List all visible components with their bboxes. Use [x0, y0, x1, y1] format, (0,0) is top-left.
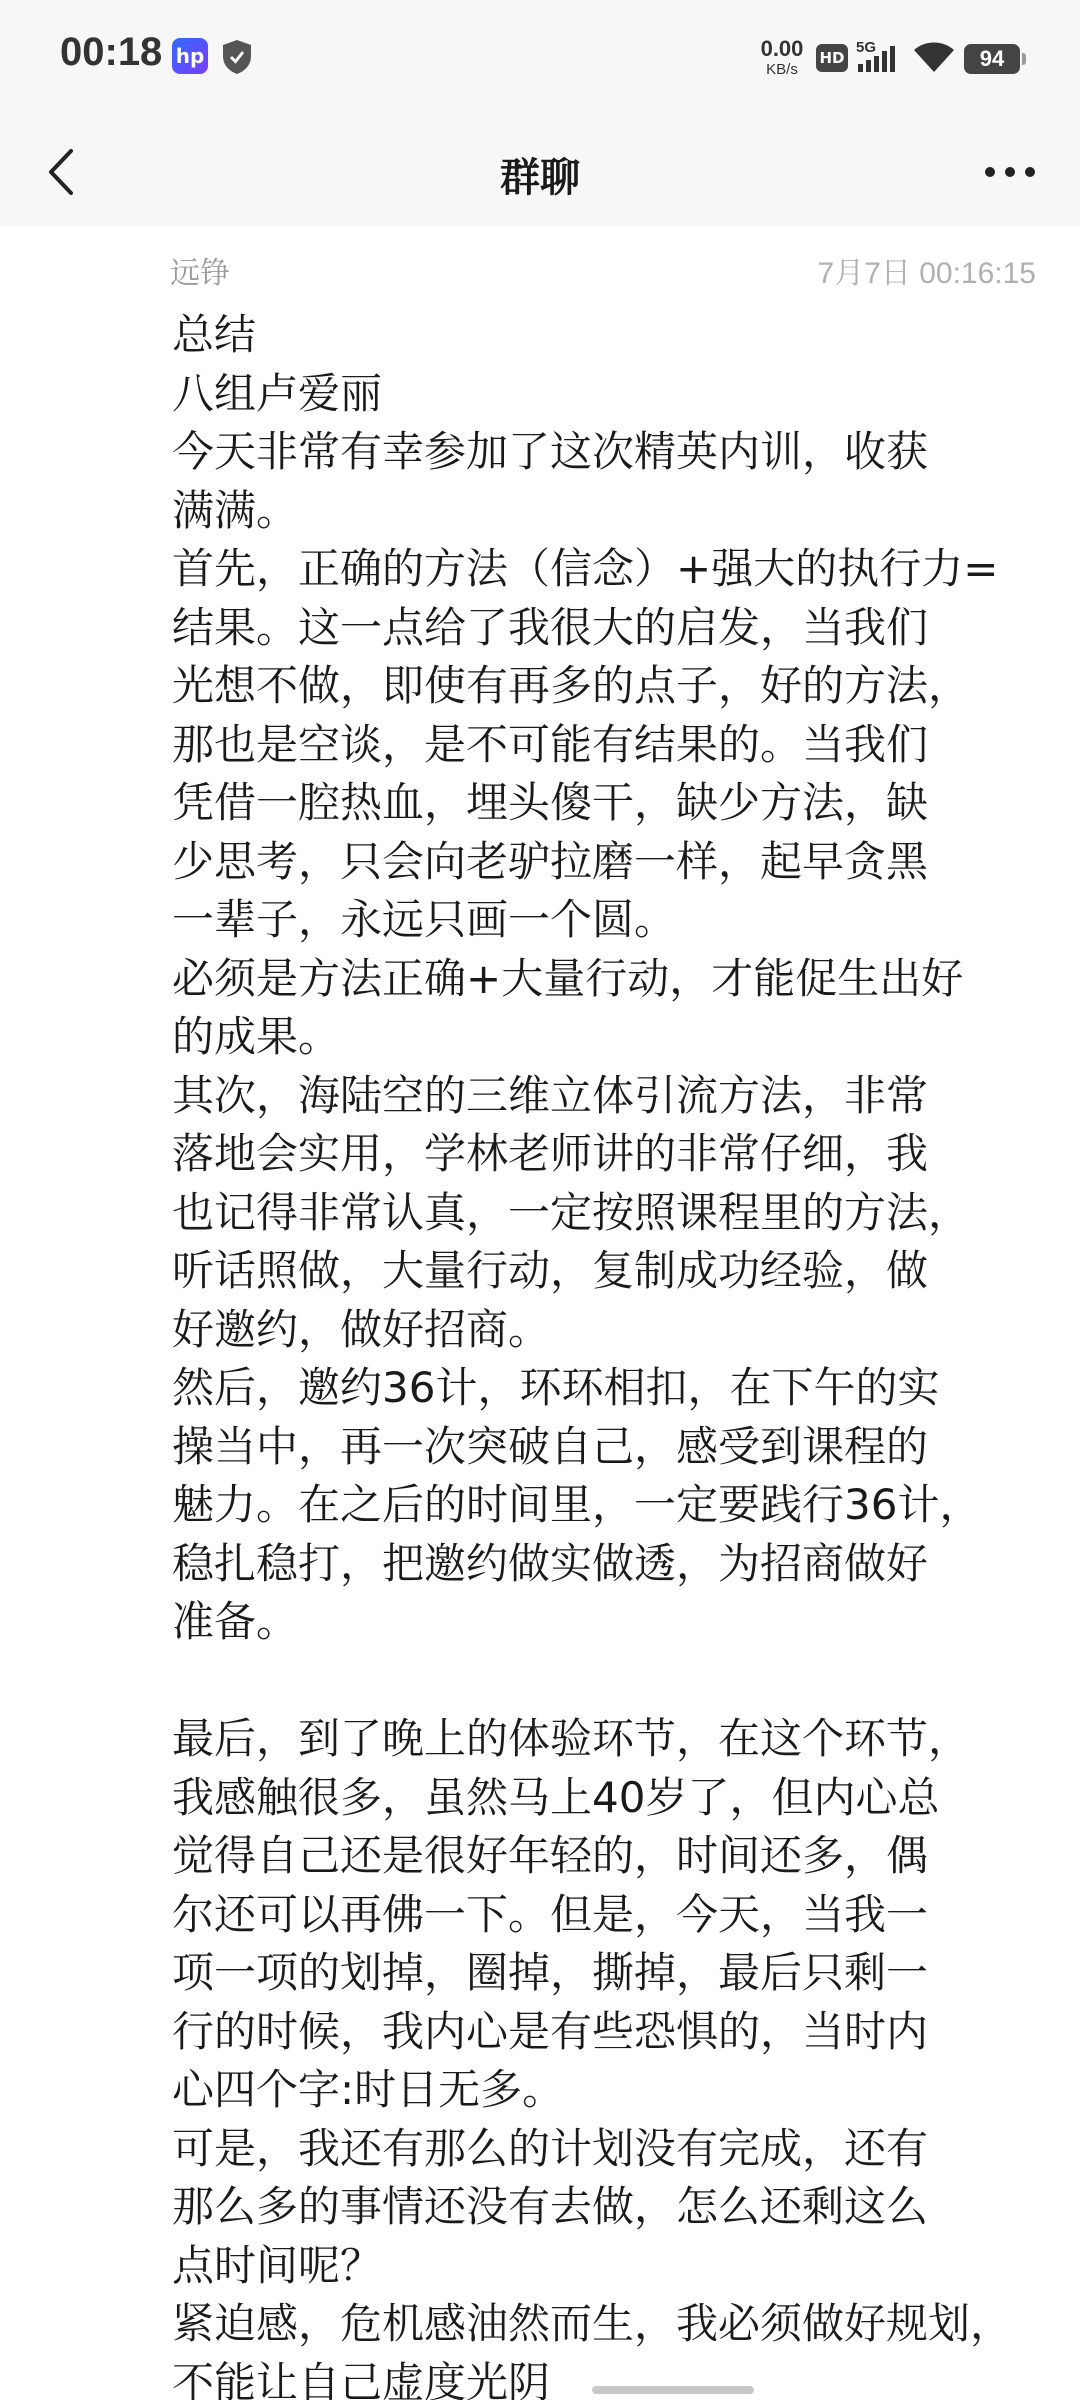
message-text[interactable] — [172, 306, 1036, 2400]
battery-icon: 94 — [964, 44, 1020, 74]
message-line: 尔还可以再佛一下。但是，今天，当我一 — [172, 1889, 929, 1939]
message-line — [172, 1652, 1036, 1711]
status-time: 00:18 — [60, 30, 163, 74]
message-line: 八组卢爱丽 — [172, 368, 383, 418]
message-line: 的成果。 — [172, 1012, 341, 1061]
message-line: 落地会实用，学林老师讲的非常仔细，我 — [172, 1129, 929, 1178]
nav-bar — [0, 118, 1080, 227]
message-line: 不能让自己虚度光阴 — [172, 2357, 551, 2400]
message-line: 那也是空谈，是不可能有结果的。当我们 — [172, 719, 929, 769]
message-header — [170, 248, 1036, 292]
message-line: 听话照做，大量行动，复制成功经验，做 — [172, 1246, 929, 1295]
message-line: 紧迫感，危机感油然而生，我必须做好规划， — [172, 2299, 1013, 2348]
message-line: 也记得非常认真，一定按照课程里的方法， — [172, 1187, 971, 1237]
message-line: 准备。 — [172, 1597, 299, 1646]
message-line: 首先，正确的方法（信念）+强大的执行力= — [172, 544, 999, 593]
message-line: 点时间呢？ — [172, 2240, 383, 2290]
status-bar — [0, 0, 1080, 118]
message-line: 其次，海陆空的三维立体引流方法，非常 — [172, 1070, 929, 1120]
message-line: 操当中，再一次突破自己，感受到课程的 — [172, 1421, 929, 1471]
message-timestamp: 7月7日 00:16:15 — [817, 257, 1036, 290]
message-item — [0, 226, 1080, 2400]
message-line: 我感触很多，虽然马上40岁了，但内心总 — [172, 1772, 940, 1822]
message-line: 必须是方法正确+大量行动，才能促生出好 — [172, 953, 964, 1003]
page-title: 群聊 — [500, 155, 580, 201]
message-line: 光想不做，即使有再多的点子，好的方法， — [172, 661, 971, 710]
message-line: 最后，到了晚上的体验环节，在这个环节， — [172, 1714, 971, 1763]
network-speed — [752, 38, 812, 77]
sender-name[interactable]: 远铮 — [170, 256, 230, 291]
message-line: 行的时候，我内心是有些恐惧的，当时内 — [172, 2006, 929, 2056]
message-line: 觉得自己还是很好年轻的，时间还多，偶 — [172, 1831, 929, 1880]
more-horizontal-icon — [984, 166, 1036, 178]
message-line: 那么多的事情还没有去做，怎么还剩这么 — [172, 2182, 929, 2231]
message-line: 总结 — [172, 310, 257, 359]
message-line: 心四个字:时日无多。 — [172, 2065, 565, 2114]
more-button[interactable] — [970, 142, 1050, 202]
hd-icon: HD — [816, 44, 848, 72]
home-indicator[interactable] — [592, 2386, 754, 2394]
message-line: 项一项的划掉，圈掉，撕掉，最后只剩一 — [172, 1948, 929, 1997]
signal-label: 5G — [856, 39, 877, 56]
message-line: 稳扎稳打，把邀约做实做透，为招商做好 — [172, 1538, 929, 1588]
message-line: 魅力。在之后的时间里，一定要践行36计， — [172, 1480, 982, 1529]
message-line: 好邀约，做好招商。 — [172, 1304, 551, 1354]
message-line: 一辈子，永远只画一个圆。 — [172, 895, 677, 944]
message-line: 少思考，只会向老驴拉磨一样，起早贪黑 — [172, 836, 929, 886]
shield-icon — [220, 38, 254, 76]
signal-5g-icon — [856, 38, 896, 74]
message-line: 然后，邀约36计，环环相扣，在下午的实 — [172, 1363, 940, 1412]
app-notification-icon: hp — [172, 38, 208, 74]
message-line: 今天非常有幸参加了这次精英内训，收获 — [172, 427, 929, 476]
message-line: 结果。这一点给了我很大的启发，当我们 — [172, 602, 929, 652]
message-line: 可是，我还有那么的计划没有完成，还有 — [172, 2123, 929, 2173]
message-line: 凭借一腔热血，埋头傻干，缺少方法，缺 — [172, 778, 929, 827]
network-speed-unit: KB/s — [766, 61, 798, 78]
network-speed-value: 0.00 — [760, 36, 804, 61]
message-line: 满满。 — [172, 485, 299, 535]
wifi-icon — [912, 40, 956, 74]
